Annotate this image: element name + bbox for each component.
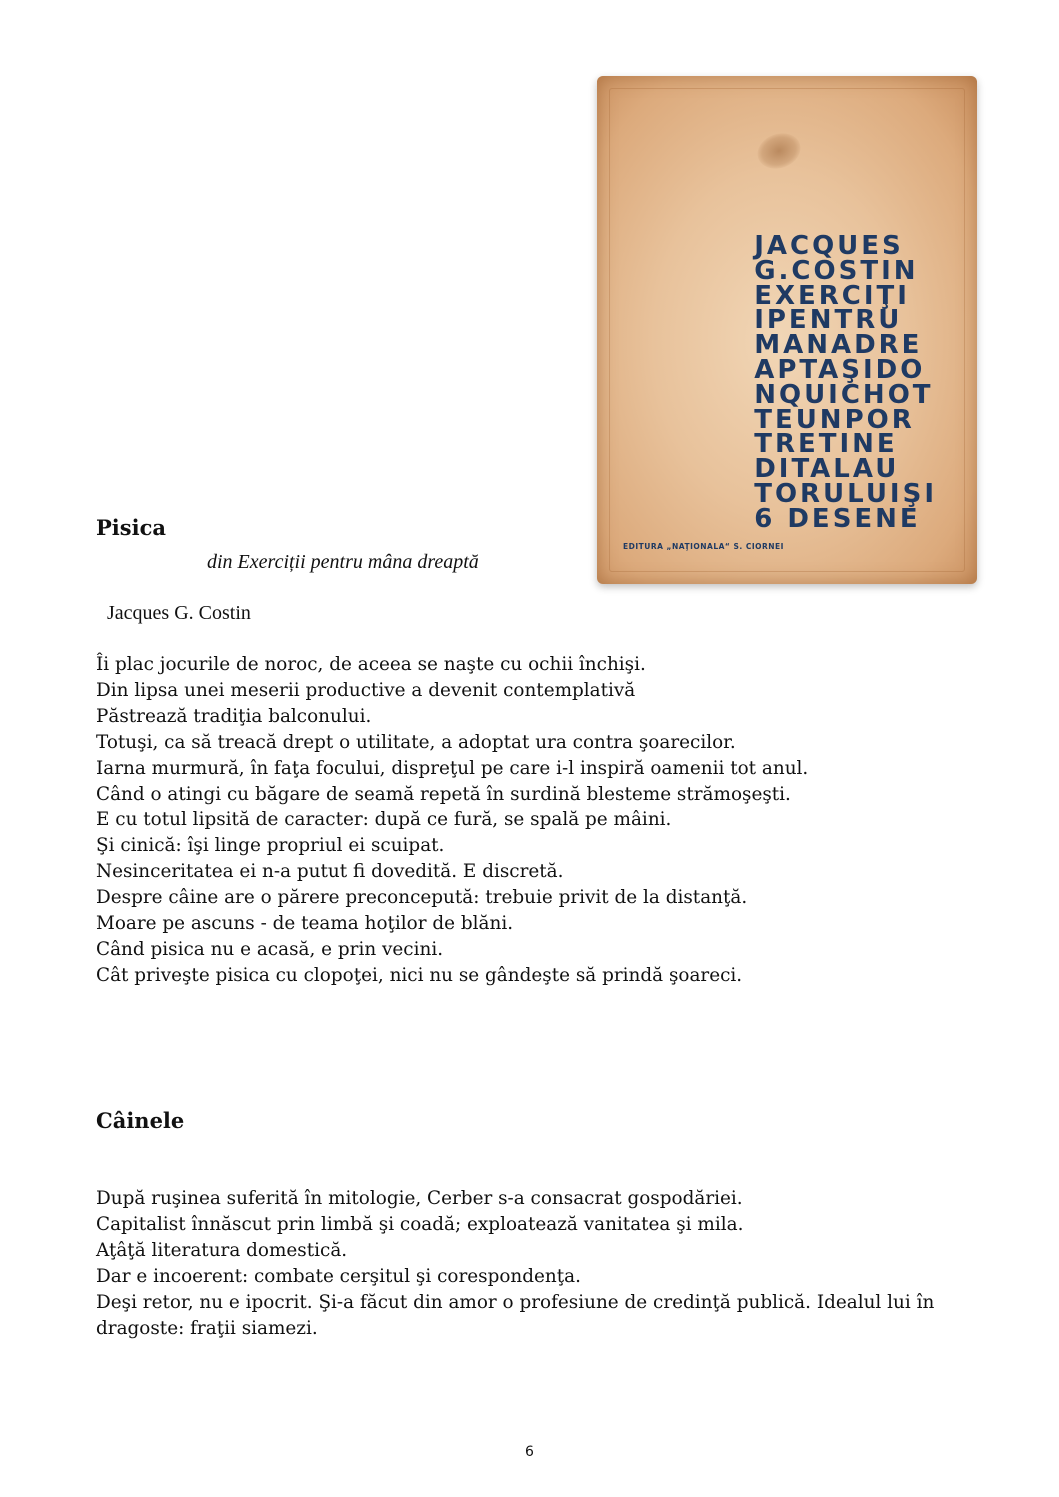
poem-line: Capitalist înnăscut prin limbă şi coadă; exploatează vanitatea şi mila. bbox=[96, 1213, 744, 1235]
section-subtitle: din Exerciții pentru mâna dreaptă bbox=[207, 551, 479, 573]
poem-line: Cât priveşte pisica cu clopoţei, nici nu se gândeşte să prindă şoareci. bbox=[96, 964, 743, 986]
cover-title-line: G.COSTIN bbox=[754, 255, 919, 286]
poem-cainele bbox=[96, 1186, 966, 1341]
page-number: 6 bbox=[525, 1444, 534, 1460]
poem-line: După ruşinea suferită în mitologie, Cerber s-a consacrat gospodăriei. bbox=[96, 1188, 743, 1209]
poem-line: Aţâţă literatura domestică. bbox=[96, 1239, 348, 1261]
cover-title-line: 6 DESENE bbox=[754, 503, 921, 534]
poem-line: Din lipsa unei meserii productive a devenit contemplativă bbox=[96, 679, 636, 701]
poem-line: Şi cinică: îşi linge propriul ei scuipat. bbox=[96, 835, 445, 857]
poem-line: E cu totul lipsită de caracter: după ce fură, se spală pe mâini. bbox=[96, 809, 672, 831]
cover-title-line: TRETINE bbox=[754, 429, 898, 460]
poem-line: Iarna murmură, în faţa focului, dispreţul pe care i-l inspiră oamenii tot anul. bbox=[96, 757, 809, 779]
cover-title bbox=[754, 231, 937, 534]
cover-title-line: EXERCIŢI bbox=[754, 280, 910, 311]
poem-line: Despre câine are o părere preconcepută: trebuie privit de la distanţă. bbox=[96, 887, 748, 909]
section-title-pisica: Pisica bbox=[96, 515, 166, 540]
poem-pisica bbox=[96, 652, 808, 989]
cover-title-line: JACQUES bbox=[754, 231, 904, 261]
cover-title-line: MANADRE bbox=[754, 330, 923, 361]
section-title-cainele: Câinele bbox=[96, 1108, 185, 1133]
poem-line: Moare pe ascuns - de teama hoţilor de blăni. bbox=[96, 913, 514, 935]
book-cover-image bbox=[597, 76, 977, 584]
cover-title-line: TORULUIŞI bbox=[754, 478, 937, 509]
cover-title-line: NQUICHOT bbox=[754, 379, 934, 410]
poem-line: Totuşi, ca să treacă drept o utilitate, a adoptat ura contra şoarecilor. bbox=[96, 731, 736, 753]
cover-publisher: EDITURA „NAŢIONALA“ S. CIORNEI bbox=[623, 542, 784, 551]
poem-line: Când pisica nu e acasă, e prin vecini. bbox=[96, 938, 444, 960]
poem-line: Deşi retor, nu e ipocrit. Şi-a făcut din amor o profesiune de credinţă publică. Idealul lui în dragoste: fraţii siamezi. bbox=[96, 1291, 935, 1339]
cover-title-line: DITALAU bbox=[754, 454, 900, 485]
cover-title-line: APTAŞIDO bbox=[754, 354, 926, 385]
poem-line: Păstrează tradiţia balconului. bbox=[96, 705, 372, 727]
cover-title-line: TEUNPOR bbox=[754, 404, 915, 435]
poem-line: Dar e incoerent: combate cerşitul şi corespondenţa. bbox=[96, 1265, 581, 1287]
poem-line: Îi plac jocurile de noroc, de aceea se naşte cu ochii închişi. bbox=[96, 654, 646, 675]
author-name: Jacques G. Costin bbox=[107, 602, 251, 624]
poem-line: Nesinceritatea ei n-a putut fi dovedită. E discretă. bbox=[96, 861, 564, 883]
cover-title-line: IPENTRU bbox=[754, 305, 903, 336]
poem-line: Când o atingi cu băgare de seamă repetă în surdină blesteme strămoşeşti. bbox=[96, 783, 791, 805]
